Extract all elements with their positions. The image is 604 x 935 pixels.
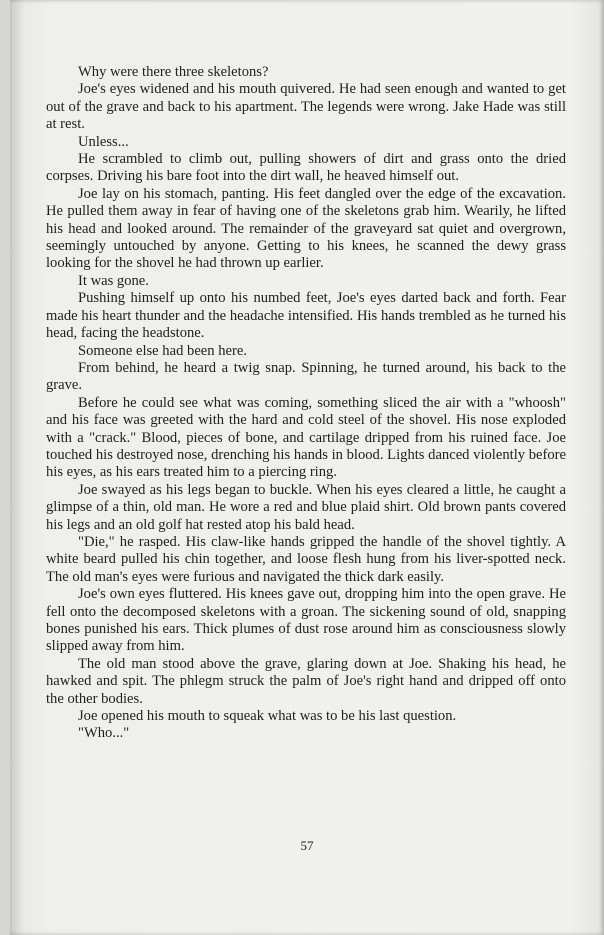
- paragraph: "Who...": [78, 725, 130, 742]
- paragraph: Before he could see what was coming, something sliced the air with a "whoosh" and his face was greeted with the hard and cold steel of the shovel. His nose exploded with a "crack." Blood, pieces of bone, and cartilage dripped from his ruined face. Joe touched his destroyed nose, drenching his hands in blood. Lights danced violently before his eyes, as his ears treated him to a piercing ring.: [46, 394, 566, 481]
- paragraph: The old man stood above the grave, glaring down at Joe. Shaking his head, he hawked and spit. The phlegm struck the palm of Joe's right hand and dripped off onto the other bodies.: [46, 655, 566, 707]
- paragraph: "Die," he rasped. His claw-like hands gripped the handle of the shovel tightly. A white beard pulled his chin together, and loose flesh hung from his liver-spotted neck. The old man's eyes were furious and navigated the thick dark easily.: [46, 533, 566, 585]
- paragraph: From behind, he heard a twig snap. Spinning, he turned around, his back to the grave.: [46, 359, 566, 394]
- paragraph: Unless...: [78, 133, 129, 150]
- book-page: [10, 0, 604, 935]
- paragraph: He scrambled to climb out, pulling showers of dirt and grass onto the dried corpses. Driving his bare foot into the dirt wall, he heaved himself out.: [46, 151, 566, 185]
- paragraph: Joe's own eyes fluttered. His knees gave out, dropping him into the open grave. He fell onto the decomposed skeletons with a groan. The sickening sound of old, snapping bones punished his ears. Thick plumes of dust rose around him as consciousness slowly slipped away from him.: [46, 586, 566, 655]
- paragraph: Why were there three skeletons?: [78, 64, 269, 80]
- page-number: 57: [300, 838, 314, 853]
- paragraph: Someone else had been here.: [78, 342, 247, 359]
- paragraph: Pushing himself up onto his numbed feet, Joe's eyes darted back and forth. Fear made his heart thunder and the headache intensified. His hands trembled as he turned his head, facing the headstone.: [46, 290, 566, 342]
- paragraph: Joe lay on his stomach, panting. His feet dangled over the edge of the excavation. He pulled them away in fear of having one of the skeletons grab him. Wearily, he lifted his head and looked around. The remainder of the graveyard sat quiet and overgrown, seemingly untouched by anyone. Getting to his knees, he scanned the dewy grass looking for the shovel he had thrown up earlier.: [46, 185, 566, 272]
- paragraph: Joe's eyes widened and his mouth quivered. He had seen enough and wanted to get out of the grave and back to his apartment. The legends were wrong. Jake Hade was still at rest.: [46, 81, 566, 133]
- paragraph: Joe swayed as his legs began to buckle. When his eyes cleared a little, he caught a glimpse of a thin, old man. He wore a red and blue plaid shirt. Old brown pants covered his legs and an old golf hat rested atop his bald head.: [46, 481, 566, 533]
- paragraph: It was gone.: [78, 272, 149, 289]
- body-text: [46, 64, 566, 743]
- paragraph: Joe opened his mouth to squeak what was to be his last question.: [78, 708, 457, 725]
